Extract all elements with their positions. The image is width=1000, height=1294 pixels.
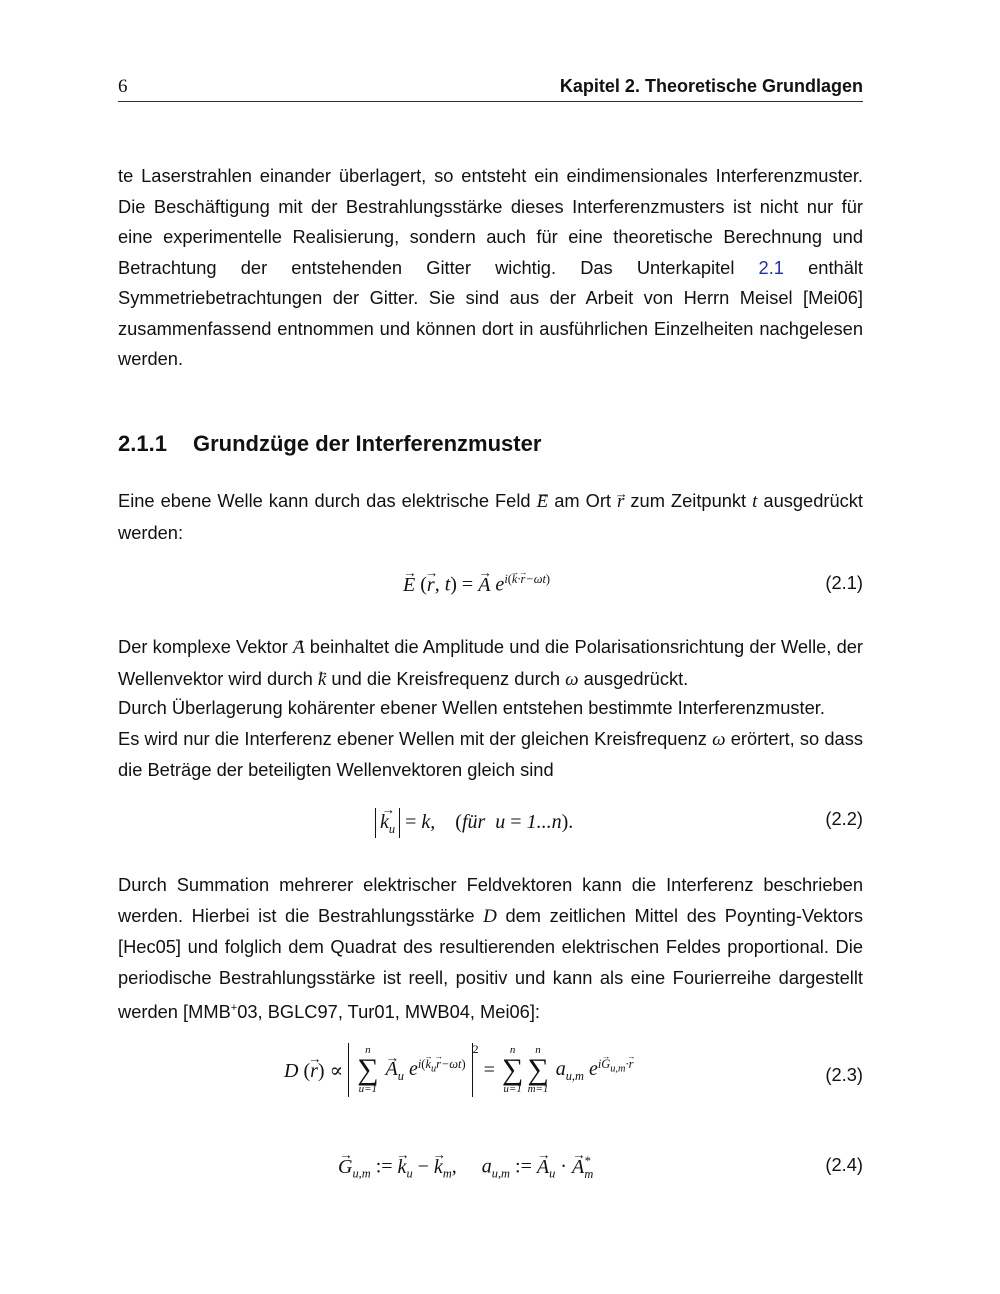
page-header xyxy=(118,76,863,102)
para-text: Der komplexe Vektor xyxy=(118,636,294,657)
equation-text-fuer: für xyxy=(461,811,486,833)
para-text: Durch Überlagerung kohärenter ebener Wellen entstehen bestimmte Interferenzmuster. xyxy=(118,697,825,718)
section-number: 2.1.1 xyxy=(118,431,167,456)
equation-2-4 xyxy=(118,1154,863,1194)
para-text: 03, BGLC97, Tur01, MWB04, Mei06]: xyxy=(237,1001,541,1023)
section-heading xyxy=(118,431,541,457)
math-A-vector: → A xyxy=(293,633,305,664)
math-E-vector: → E xyxy=(537,487,549,518)
para-text: Es wird nur die Interferenz ebener Wellen mit der gleichen Kreisfrequenz xyxy=(118,727,713,749)
para-text: erörtert, so dass die Beträge der beteiligten Wellenvektoren gleich sind xyxy=(118,727,863,780)
equation-body: → $G_{u,m}$ := → $k_u$ − → $k_m$, $a_{u,m}$ := → $A_u$ · → $A^*_m$ xyxy=(338,1154,593,1182)
paragraph-plane-wave xyxy=(118,486,863,548)
paragraph-vector xyxy=(118,632,863,695)
equation-number: (2.2) xyxy=(825,808,863,829)
para-text: Eine ebene Welle kann durch das elektrische Feld xyxy=(118,490,537,511)
math-omega: ω xyxy=(712,728,726,750)
section-link[interactable]: 2.1 xyxy=(758,256,784,278)
para-text: dem zeitlichen Mittel des Poynting-Vektors [Hec05] und folglich dem Quadrat des resultierenden elektrischen Feldes proportional. Die periodische Bestrahlungsstärke ist reell, positiv und kann als eine Fourierreihe dargestellt werden [MMB xyxy=(118,904,863,1023)
math-D: D xyxy=(483,905,497,927)
equation-body: D (→ r) ∝ n ∑ u=1 → $A_u$ $e^{i(\to k_u\to r-\omega t)2}$ = n ∑ u=1 n ∑ m=1 $a_{u,m}$ $e^{i\to G_{u,m}\cdot\to r}$ xyxy=(284,1042,633,1097)
para-text: enthält Symmetriebetrachtungen der Gitter. Sie sind aus der Arbeit von Herrn Meisel [Mei06] zusammenfassend entnommen und können dort in ausführlichen Einzelheiten nachgelesen werden. xyxy=(118,256,864,369)
paragraph-summation xyxy=(118,870,863,1028)
para-text: Durch Summation mehrerer elektrischer Feldvektoren kann die Interferenz beschrieben werden. Hierbei ist die Bestrahlungsstärke xyxy=(118,874,863,926)
para-text: und die Kreisfrequenz durch xyxy=(326,667,566,689)
page-number: 6 xyxy=(118,76,128,97)
equation-body: → E (→ r, t) = → A $e^{i(\to k\cdot\to r-\omega t)}$ xyxy=(403,572,550,597)
math-t: t xyxy=(752,491,758,512)
para-text: ausgedrückt. xyxy=(578,667,689,689)
math-k-vector: → k xyxy=(318,665,326,696)
equation-2-3 xyxy=(118,1042,863,1112)
para-text: te Laserstrahlen einander überlagert, so entsteht ein eindimensionales Interferenzmuster. Die Beschäftigung mit der Bestrahlungsstärke dieses Interferenzmusters ist nicht nur für eine experimentelle Realisierung, sondern auch für eine theoretische Berechnung und Betrachtung der entstehenden Gitter wichtig. Das Unterkapitel xyxy=(118,165,863,278)
paragraph-interference xyxy=(118,693,863,786)
para-text: ausgedrückt werden: xyxy=(118,490,863,543)
superscript-plus: + xyxy=(230,1002,238,1014)
para-text: am Ort xyxy=(548,490,617,511)
math-r-vector: → r xyxy=(617,487,624,518)
equation-2-2 xyxy=(118,808,863,848)
equation-number: (2.3) xyxy=(825,1064,863,1085)
equation-2-1 xyxy=(118,572,863,612)
math-omega: ω xyxy=(565,668,579,690)
equation-number: (2.1) xyxy=(825,572,863,593)
equation-number: (2.4) xyxy=(825,1154,863,1175)
para-text: beinhaltet die Amplitude und die Polarisationsrichtung der Welle, der Wellenvektor wird durch xyxy=(118,636,864,689)
paragraph-intro xyxy=(118,161,863,375)
equation-body: → $k_u = k$, (für u = 1...n). xyxy=(375,808,573,838)
chapter-title: Kapitel 2. Theoretische Grundlagen xyxy=(559,76,863,96)
section-title: Grundzüge der Interferenzmuster xyxy=(193,431,542,456)
para-text: zum Zeitpunkt xyxy=(624,490,753,511)
